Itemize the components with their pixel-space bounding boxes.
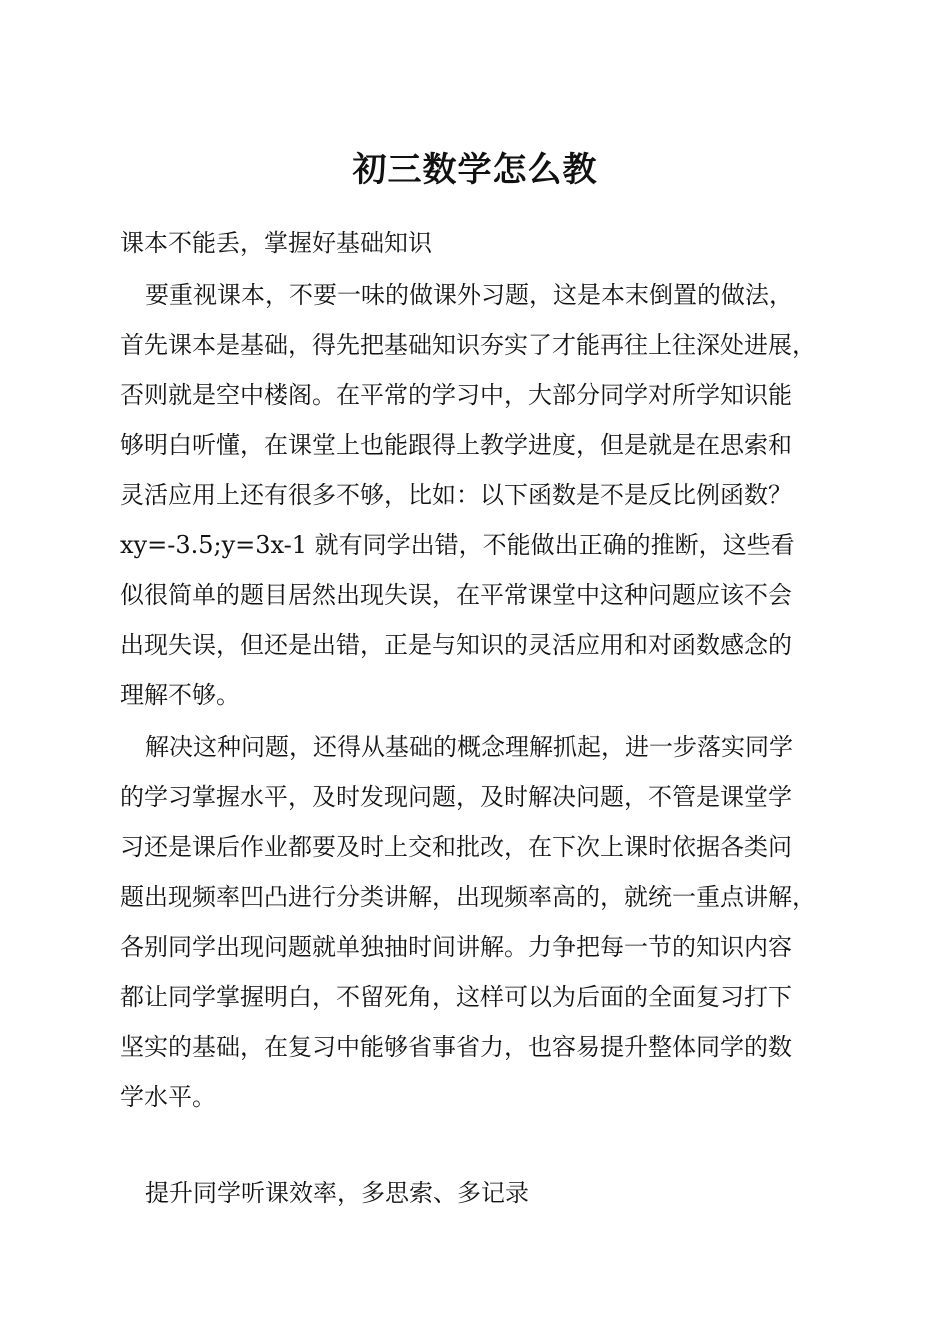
paragraph-line: 否则就是空中楼阁。在平常的学习中，大部分同学对所学知识能 bbox=[120, 381, 792, 409]
paragraph-line: 要重视课本，不要一味的做课外习题，这是本末倒置的做法， bbox=[145, 281, 793, 309]
page-title: 初三数学怎么教 bbox=[352, 150, 598, 190]
paragraph-line: 灵活应用上还有很多不够，比如：以下函数是不是反比例函数？ bbox=[120, 481, 792, 509]
paragraph-line: 解决这种问题，还得从基础的概念理解抓起，进一步落实同学 bbox=[145, 733, 793, 761]
paragraph-line: 似很简单的题目居然出现失误，在平常课堂中这种问题应该不会 bbox=[120, 581, 792, 609]
paragraph-line: 都让同学掌握明白，不留死角，这样可以为后面的全面复习打下 bbox=[120, 983, 792, 1011]
paragraph-line: 习还是课后作业都要及时上交和批改，在下次上课时依据各类问 bbox=[120, 833, 792, 861]
paragraph-line: 首先课本是基础，得先把基础知识夯实了才能再往上往深处进展， bbox=[120, 331, 816, 359]
paragraph-line: 理解不够。 bbox=[120, 681, 240, 709]
paragraph-line: 题出现频率凹凸进行分类讲解，出现频率高的，就统一重点讲解， bbox=[120, 883, 816, 911]
paragraph-line: 各别同学出现问题就单独抽时间讲解。力争把每一节的知识内容 bbox=[120, 933, 792, 961]
section-heading: 课本不能丢，掌握好基础知识 bbox=[120, 229, 432, 257]
paragraph-line: 够明白听懂，在课堂上也能跟得上教学进度，但是就是在思索和 bbox=[120, 431, 792, 459]
paragraph-line: 学水平。 bbox=[120, 1083, 216, 1111]
paragraph-line: xy=-3.5;y=3x-1 就有同学出错，不能做出正确的推断，这些看 bbox=[120, 531, 795, 559]
paragraph-line: 的学习掌握水平，及时发现问题，及时解决问题，不管是课堂学 bbox=[120, 783, 792, 811]
paragraph-line: 出现失误，但还是出错，正是与知识的灵活应用和对函数感念的 bbox=[120, 631, 792, 659]
paragraph-line: 坚实的基础，在复习中能够省事省力，也容易提升整体同学的数 bbox=[120, 1033, 792, 1061]
section-heading: 提升同学听课效率，多思索、多记录 bbox=[145, 1179, 529, 1207]
